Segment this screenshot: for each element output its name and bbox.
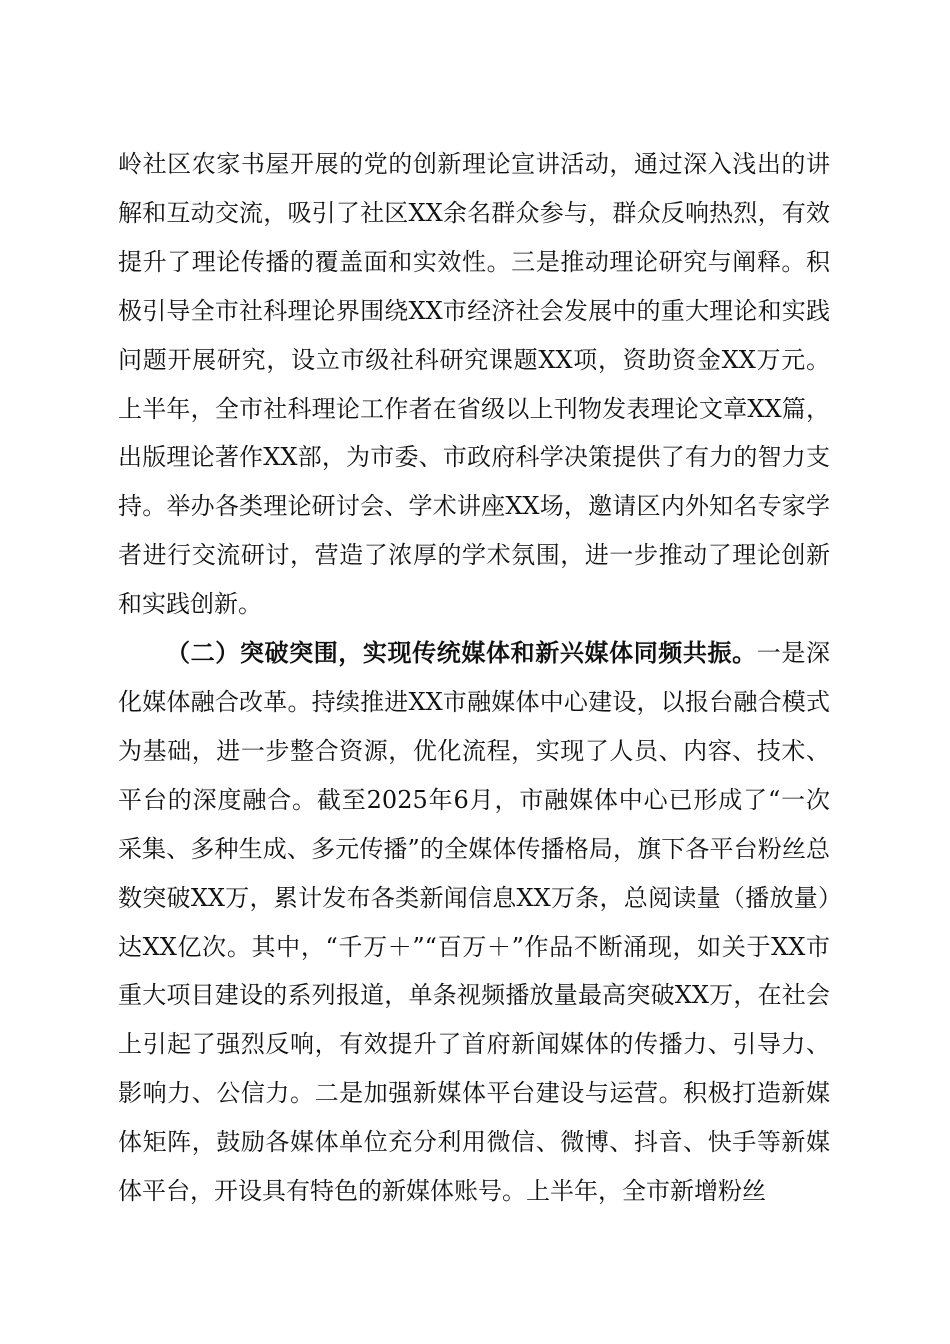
paragraph-text: 岭社区农家书屋开展的党的创新理论宣讲活动，通过深入浅出的讲解和互动交流，吸引了社区XX余名群众参与，群众反响热烈，有效提升了理论传播的覆盖面和实效性。三是推动理论研究与阐释。积极引导全市社科理论界围绕XX市经济社会发展中的重大理论和实践问题开展研究，设立市级社科研究课题XX项，资助资金XX万元。上半年，全市社科理论工作者在省级以上刊物发表理论文章XX篇，出版理论著作XX部，为市委、市政府科学决策提供了有力的智力支持。举办各类理论研讨会、学术讲座XX场，邀请区内外知名专家学者进行交流研讨，营造了浓厚的学术氛围，进一步推动了理论创新和实践创新。 (118, 150, 830, 619)
paragraph-section-two (118, 629, 830, 1216)
paragraph-continued (118, 140, 830, 629)
document-body (118, 140, 830, 1216)
paragraph-text: 一是深化媒体融合改革。持续推进XX市融媒体中心建设，以报台融合模式为基础，进一步整合资源，优化流程，实现了人员、内容、技术、平台的深度融合。截至2025年6月，市融媒体中心已形成了“一次采集、多种生成、多元传播”的全媒体传播格局，旗下各平台粉丝总数突破XX万，累计发布各类新闻信息XX万条，总阅读量（播放量）达XX亿次。其中，“千万＋”“百万＋”作品不断涌现，如关于XX市重大项目建设的系列报道，单条视频播放量最高突破XX万，在社会上引起了强烈反响，有效提升了首府新闻媒体的传播力、引导力、影响力、公信力。二是加强新媒体平台建设与运营。积极打造新媒体矩阵，鼓励各媒体单位充分利用微信、微博、抖音、快手等新媒体平台，开设具有特色的新媒体账号。上半年，全市新增粉丝 (118, 639, 831, 1206)
section-heading: （二）突破突围，实现传统媒体和新兴媒体同频共振。 (166, 638, 757, 668)
